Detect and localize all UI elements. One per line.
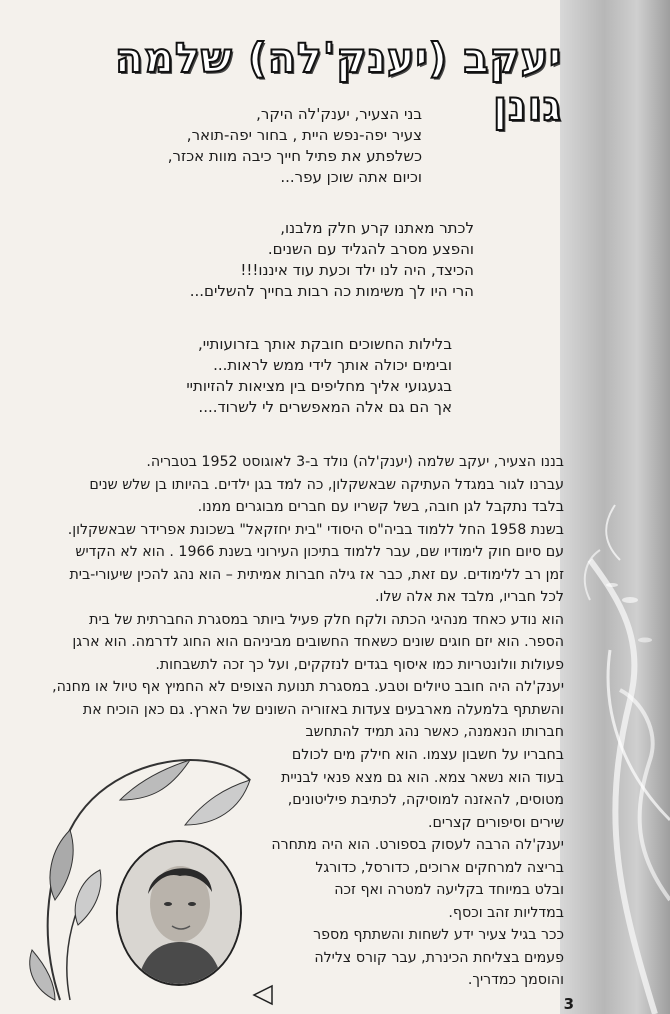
bio-line: בננו הצעיר, יעקב שלמה (יענק'לה) נולד ב-3 לאוגוסט 1952 בטבריה. <box>146 454 564 470</box>
portrait-photo <box>116 840 242 986</box>
bio-line: שירים וסיפורים קצרים. <box>428 814 564 831</box>
poem-line: בגעגועי אליך מחליפים בין מציאות להזיותיי <box>186 377 452 395</box>
next-page-arrow-icon <box>252 984 274 1006</box>
bio-line: והשתתף בלמעלה מארבעים צעדות באזוריה השונים של הארץ. גם כאן הוכיח את <box>82 701 564 718</box>
poem-line: והפצע מסרב להגליד עם השנים. <box>267 240 474 258</box>
poem-line: לכתר מאתנו קרע חלק מלבנו, <box>280 219 474 237</box>
bio-line: הספר. הוא יזם חוגים שונים כשאחד החשובים מביניהם הוא החוג לדרמה. הוא ארגן <box>72 634 564 650</box>
bio-line: חברותו הנאמנה, כאשר נהג תמיד להתחשב <box>305 724 564 740</box>
poem-line: ובימים יכולה אותך לידי ממש לראות... <box>213 356 452 374</box>
bio-line: בחבריו על חשבון עצמו. הוא חילק מים לכולם <box>291 747 564 763</box>
poem-line: צעיר יפה-נפש היית , בחור יפה-תואר, <box>186 126 422 144</box>
bio-line: הוא נודע כאחד מנהיגי הכתה ולקח חלק פעיל ביותר במסגרת החברתית של בית <box>89 611 564 628</box>
poem-line: אך הם גם אלה המאפשרים לי לשרוד.... <box>198 398 452 416</box>
poem-line: בני הצעיר, יענק'לה היקר, <box>256 105 422 123</box>
bio-line: זמן רב ללימודים. עם זאת, כבר אז גילה חברות אמיתית – הוא נהג להכין שיעורי-בית <box>69 566 564 583</box>
bio-line: בלבד נתקבל לגן חובה, בשל קשריו עם חברים מבוגרים ממנו. <box>197 499 564 515</box>
poem-line: וכיום אתה שוכן עפר... <box>280 168 422 186</box>
bio-line: ככר בגיל צעיר ידע לשחות והשתתף מספר <box>313 927 564 943</box>
bio-line: יענק'לה היה חובב טיולים וטבע. במסגרת תנועת הצופים לא החמיץ אף טיול או מחנה, <box>52 679 564 695</box>
bio-line: במדליות זהב וכסף. <box>448 904 564 921</box>
bio-line: מטוסים, להאזנה למוסיקה, לכתיבת פיליטונים, <box>287 792 564 808</box>
bio-line: ובלט במיוחד בקליעה למטרה ואף זכה <box>334 882 564 898</box>
page-number: 3 <box>563 995 574 1013</box>
poem-line: כשלפתע את פתיל חייך כיבה מוות אכזר, <box>167 147 422 165</box>
bio-line: פעמים בצליחת הכינרת, עבר קורס צלילה <box>314 949 564 966</box>
bio-line: בריצה למרחקים ארוכים, כדורסל, כדורגל <box>315 859 564 876</box>
bio-line: יענק'לה הרבה לעסוק בספורט. הוא היה מתחרה <box>271 837 564 853</box>
bio-line: בעוד הוא נשאר צמא. הוא גם מצא פנאי לבניית <box>281 769 564 786</box>
poem-line: הכיצד, היה לנו ילד וכעת עוד איננו!!! <box>240 261 474 279</box>
bio-line: פעולות וולונטריות כמו איסוף בגדים לנזקקים, ועל כך זכה לתשבחות. <box>155 656 564 673</box>
bio-line: והוסמך כמדריך. <box>467 972 564 988</box>
portrait-image <box>118 842 240 984</box>
bio-line: לכל חבריו, מלבד את אלה שלו. <box>375 589 564 605</box>
poem-line: הרי היו לך משימות כה רבות בחייך להשלים... <box>189 282 474 300</box>
bio-line: בשנת 1958 החל ללמוד בביה"ס היסודי "בית יחזקאל" בשכונת אפרידר שבאשקלון. <box>67 521 564 538</box>
page-title: יעקב (יענק'לה) שלמה גונן <box>115 34 562 130</box>
poem-line: בלילות החשוכים חובקת אותך בזרועותיי, <box>198 335 452 353</box>
bio-line: עם סיום חוק לימודיו שם, עבר ללמוד בתיכון העירוני בשנת 1966 . הוא לא הקדיש <box>75 544 564 560</box>
bio-line: עברנו לגור במגדל העתיקה שבאשקלון, כה למד בגן ילדים. בהיותו בן שלש שנים <box>89 476 564 493</box>
